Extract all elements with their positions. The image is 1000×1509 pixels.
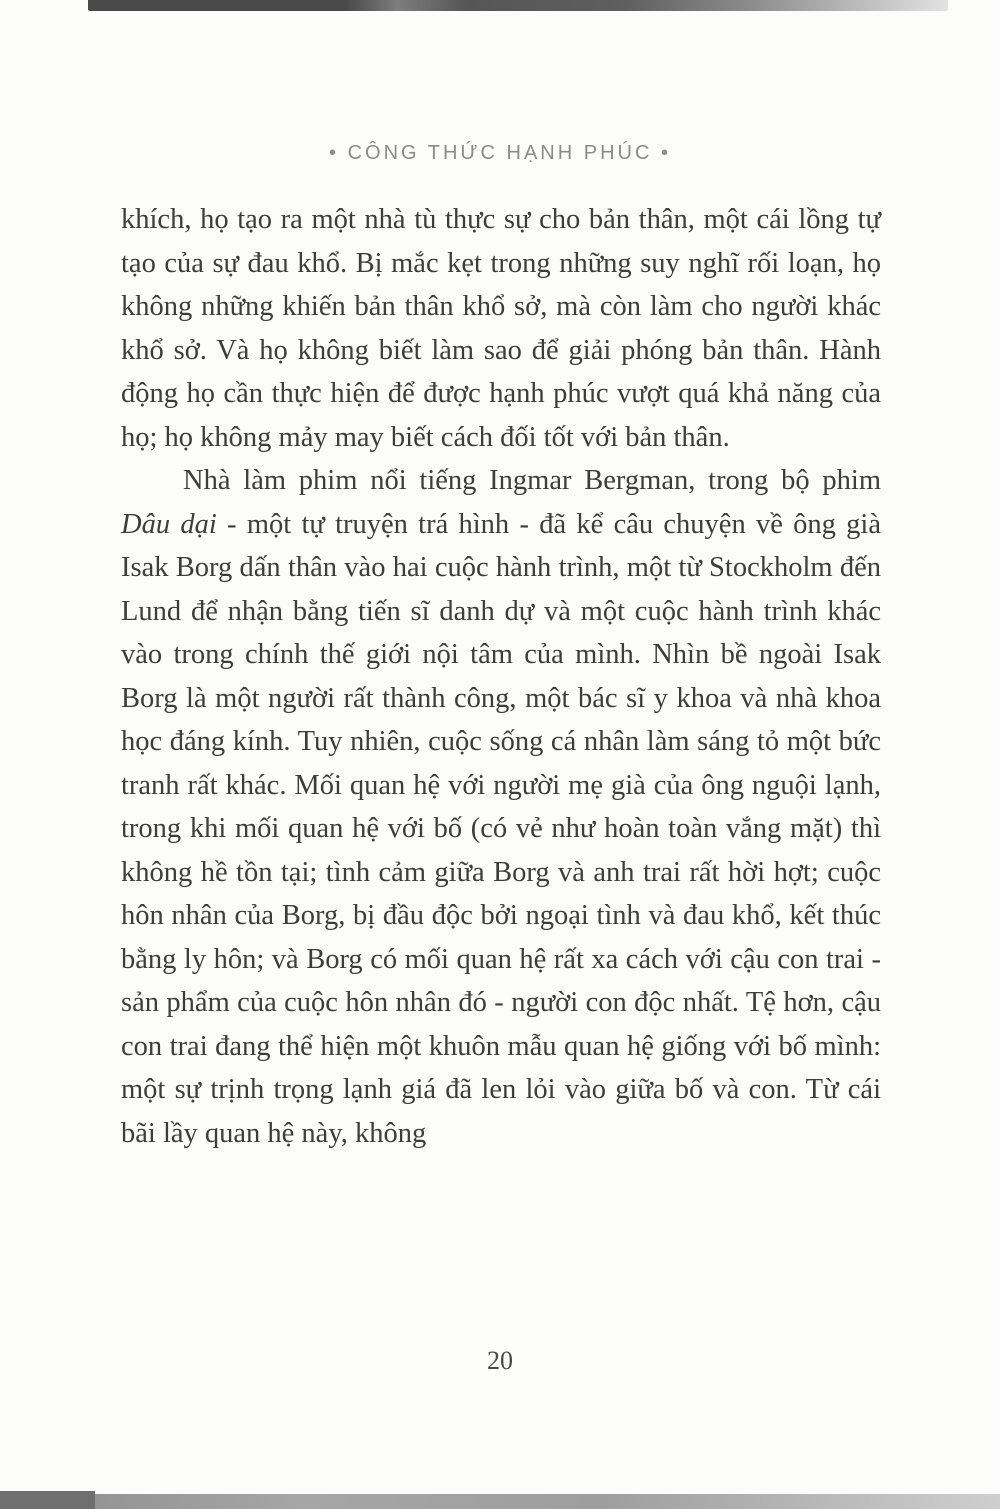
text-segment: Nhà làm phim nổi tiếng Ingmar Bergman, trong bộ phim [183,465,881,496]
running-header: • CÔNG THỨC HẠNH PHÚC • [329,142,671,164]
paragraph [121,459,881,1155]
scan-artifact-top [88,0,948,11]
page-number: 20 [487,1346,513,1375]
body-text [121,198,881,1155]
italic-text-segment: Dâu dại [121,508,217,540]
text-segment: - một tự truyện trá hình - đã kể câu chuyện về ông già Isak Borg dấn thân vào hai cuộc hành trình, một từ Stockholm đến Lund để nhận bằng tiến sĩ danh dự và một cuộc hành trình khác vào trong chính thế giới nội tâm của mình. Nhìn bề ngoài Isak Borg là một người rất thành công, một bác sĩ y khoa và nhà khoa học đáng kính. Tuy nhiên, cuộc sống cá nhân làm sáng tỏ một bức tranh rất khác. Mối quan hệ với người mẹ già của ông nguội lạnh, trong khi mối quan hệ với bố (có vẻ như hoàn toàn vắng mặt) thì không hề tồn tại; tình cảm giữa Borg và anh trai rất hời hợt; cuộc hôn nhân của Borg, bị đầu độc bởi ngoại tình và đau khổ, kết thúc bằng ly hôn; và Borg có mối quan hệ rất xa cách với cậu con trai - sản phẩm của cuộc hôn nhân đó - người con độc nhất. Tệ hơn, cậu con trai đang thể hiện một khuôn mẫu quan hệ giống với bố mình: một sự trịnh trọng lạnh giá đã len lỏi vào giữa bố và con. Từ cái bãi lầy quan hệ này, không [121,508,881,1149]
scan-artifact-bottom [0,1494,1000,1509]
paragraph [121,198,881,459]
scan-artifact-bottom-left [0,1491,95,1509]
text-segment: khích, họ tạo ra một nhà tù thực sự cho bản thân, một cái lồng tự tạo của sự đau khổ. Bị mắc kẹt trong những suy nghĩ rối loạn, họ không những khiến bản thân khổ sở, mà còn làm cho người khác khổ sở. Và họ không biết làm sao để giải phóng bản thân. Hành động họ cần thực hiện để được hạnh phúc vượt quá khả năng của họ; họ không mảy may biết cách đối tốt với bản thân. [121,204,881,453]
